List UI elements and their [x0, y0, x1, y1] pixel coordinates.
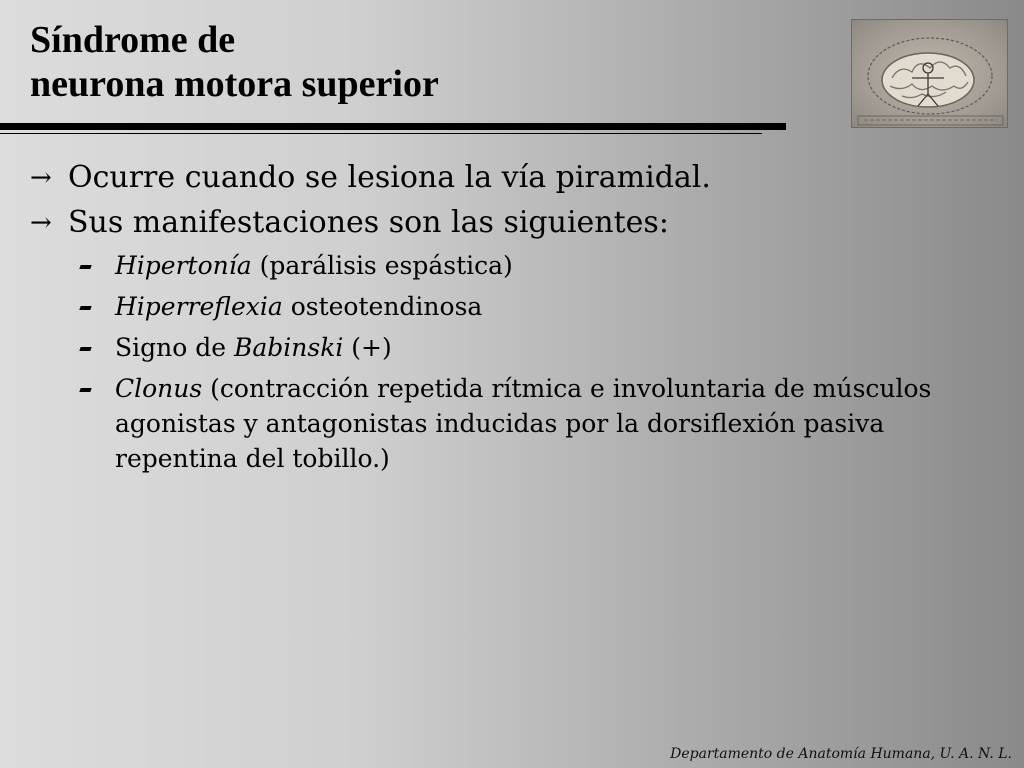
slide-body	[30, 158, 990, 482]
title-line-1: Síndrome de	[30, 19, 236, 61]
department-logo	[851, 19, 1008, 128]
subbullet-text: (contracción repetida rítmica e involuntaria de músculos agonistas y antagonistas inducidas por la dorsiflexión pasiva repentina del tobillo.)	[115, 374, 932, 473]
slide-title	[30, 18, 439, 106]
subbullet-item	[76, 330, 990, 365]
title-rule-thick	[0, 123, 786, 130]
subbullet-term: Clonus	[115, 374, 203, 403]
subbullet-item	[76, 248, 990, 283]
bullet-item	[30, 158, 990, 198]
dash-icon	[79, 388, 91, 392]
subbullet-text: osteotendinosa	[282, 292, 483, 321]
footer-credit: Departamento de Anatomía Humana, U. A. N. L.	[670, 746, 1012, 762]
dash-icon	[79, 306, 91, 310]
subbullet-item	[76, 371, 990, 476]
dash-icon	[79, 347, 91, 351]
manifestations-list	[76, 248, 990, 476]
bullet-item	[30, 203, 990, 243]
bullet-text: Ocurre cuando se lesiona la vía piramidal.	[68, 160, 711, 195]
subbullet-text: (+)	[343, 333, 392, 362]
title-rule-thin	[0, 133, 762, 134]
subbullet-term: Hipertonía	[115, 251, 252, 280]
subbullet-text: (parálisis espástica)	[251, 251, 513, 280]
arrow-right-icon: →	[30, 163, 52, 193]
brain-logo-icon	[852, 20, 1009, 129]
arrow-right-icon: →	[30, 208, 52, 238]
dash-icon	[79, 265, 91, 269]
subbullet-prefix: Signo de	[115, 333, 234, 362]
subbullet-item	[76, 289, 990, 324]
subbullet-term: Hiperreflexia	[115, 292, 283, 321]
bullet-text: Sus manifestaciones son las siguientes:	[68, 205, 669, 240]
title-line-2: neurona motora superior	[30, 63, 439, 105]
subbullet-term: Babinski	[233, 333, 344, 362]
